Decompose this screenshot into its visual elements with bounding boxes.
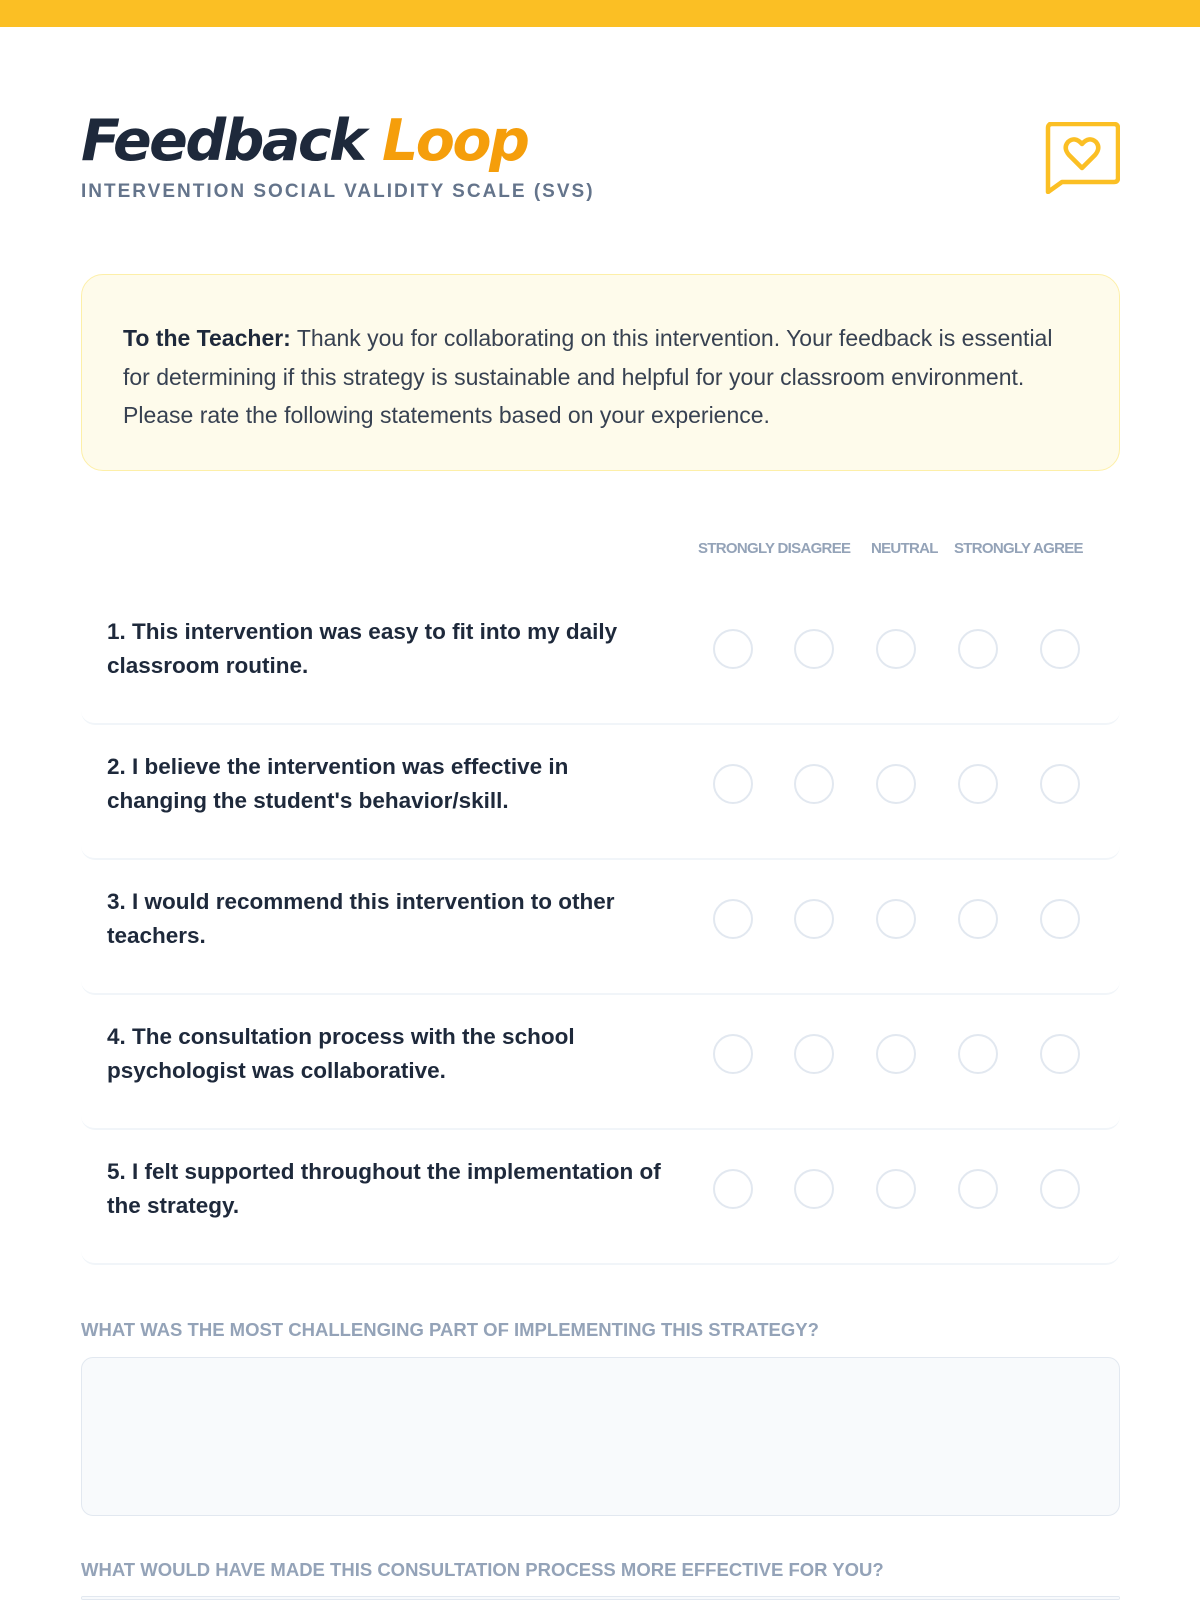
question-row [81,1130,1120,1265]
rating-radio-1[interactable] [713,764,753,804]
title-dark-word: Feedback [81,108,365,174]
effectiveness-answer-field[interactable] [81,1596,1120,1600]
rating-radio-5[interactable] [1040,1169,1080,1209]
challenge-question-label: WHAT WAS THE MOST CHALLENGING PART OF IMPLEMENTING THIS STRATEGY? [81,1319,819,1340]
likert-question-list [81,590,1120,1265]
rating-radio-2[interactable] [794,1169,834,1209]
question-row [81,590,1120,725]
heart-speech-bubble-icon [1044,122,1120,194]
rating-radio-1[interactable] [713,899,753,939]
question-row [81,725,1120,860]
rating-radio-1[interactable] [713,1034,753,1074]
question-text: 1. This intervention was easy to fit into my daily classroom routine. [107,619,618,678]
rating-radio-3[interactable] [876,629,916,669]
rating-radio-5[interactable] [1040,764,1080,804]
rating-radio-3[interactable] [876,1034,916,1074]
effectiveness-question-label: WHAT WOULD HAVE MADE THIS CONSULTATION PROCESS MORE EFFECTIVE FOR YOU? [81,1559,884,1580]
page-header [81,108,1120,218]
rating-radio-2[interactable] [794,629,834,669]
rating-radio-4[interactable] [958,629,998,669]
question-row [81,860,1120,995]
teacher-note [81,274,1120,471]
teacher-note-body: Thank you for collaborating on this intervention. Your feedback is essential for determining if this strategy is sustainable and helpful for your classroom environment. Please rate the following statements based on your experience. [123,325,1053,428]
rating-radio-2[interactable] [794,1034,834,1074]
rating-radio-4[interactable] [958,1034,998,1074]
rating-radio-5[interactable] [1040,629,1080,669]
scale-label-strongly-disagree: STRONGLY DISAGREE [698,540,851,557]
challenge-answer-field[interactable] [81,1357,1120,1516]
scale-label-strongly-agree: STRONGLY AGREE [954,540,1083,557]
survey-page [81,0,1120,1600]
rating-radio-5[interactable] [1040,899,1080,939]
question-text: 4. The consultation process with the school psychologist was collaborative. [107,1024,575,1083]
rating-radio-4[interactable] [958,899,998,939]
rating-radio-1[interactable] [713,629,753,669]
rating-radio-4[interactable] [958,1169,998,1209]
page-title [81,108,527,174]
rating-radio-4[interactable] [958,764,998,804]
rating-radio-2[interactable] [794,764,834,804]
rating-radio-3[interactable] [876,764,916,804]
rating-radio-2[interactable] [794,899,834,939]
question-text: 3. I would recommend this intervention to other teachers. [107,889,615,948]
scale-label-neutral: NEUTRAL [871,540,938,557]
page-subtitle: INTERVENTION SOCIAL VALIDITY SCALE (SVS) [81,181,595,202]
rating-radio-3[interactable] [876,1169,916,1209]
rating-radio-1[interactable] [713,1169,753,1209]
rating-radio-5[interactable] [1040,1034,1080,1074]
question-text: 5. I felt supported throughout the implementation of the strategy. [107,1159,661,1218]
question-text: 2. I believe the intervention was effective in changing the student's behavior/skill. [107,754,569,813]
question-row [81,995,1120,1130]
rating-radio-3[interactable] [876,899,916,939]
title-accent-word: Loop [381,108,528,174]
teacher-note-lead: To the Teacher: [123,325,291,351]
